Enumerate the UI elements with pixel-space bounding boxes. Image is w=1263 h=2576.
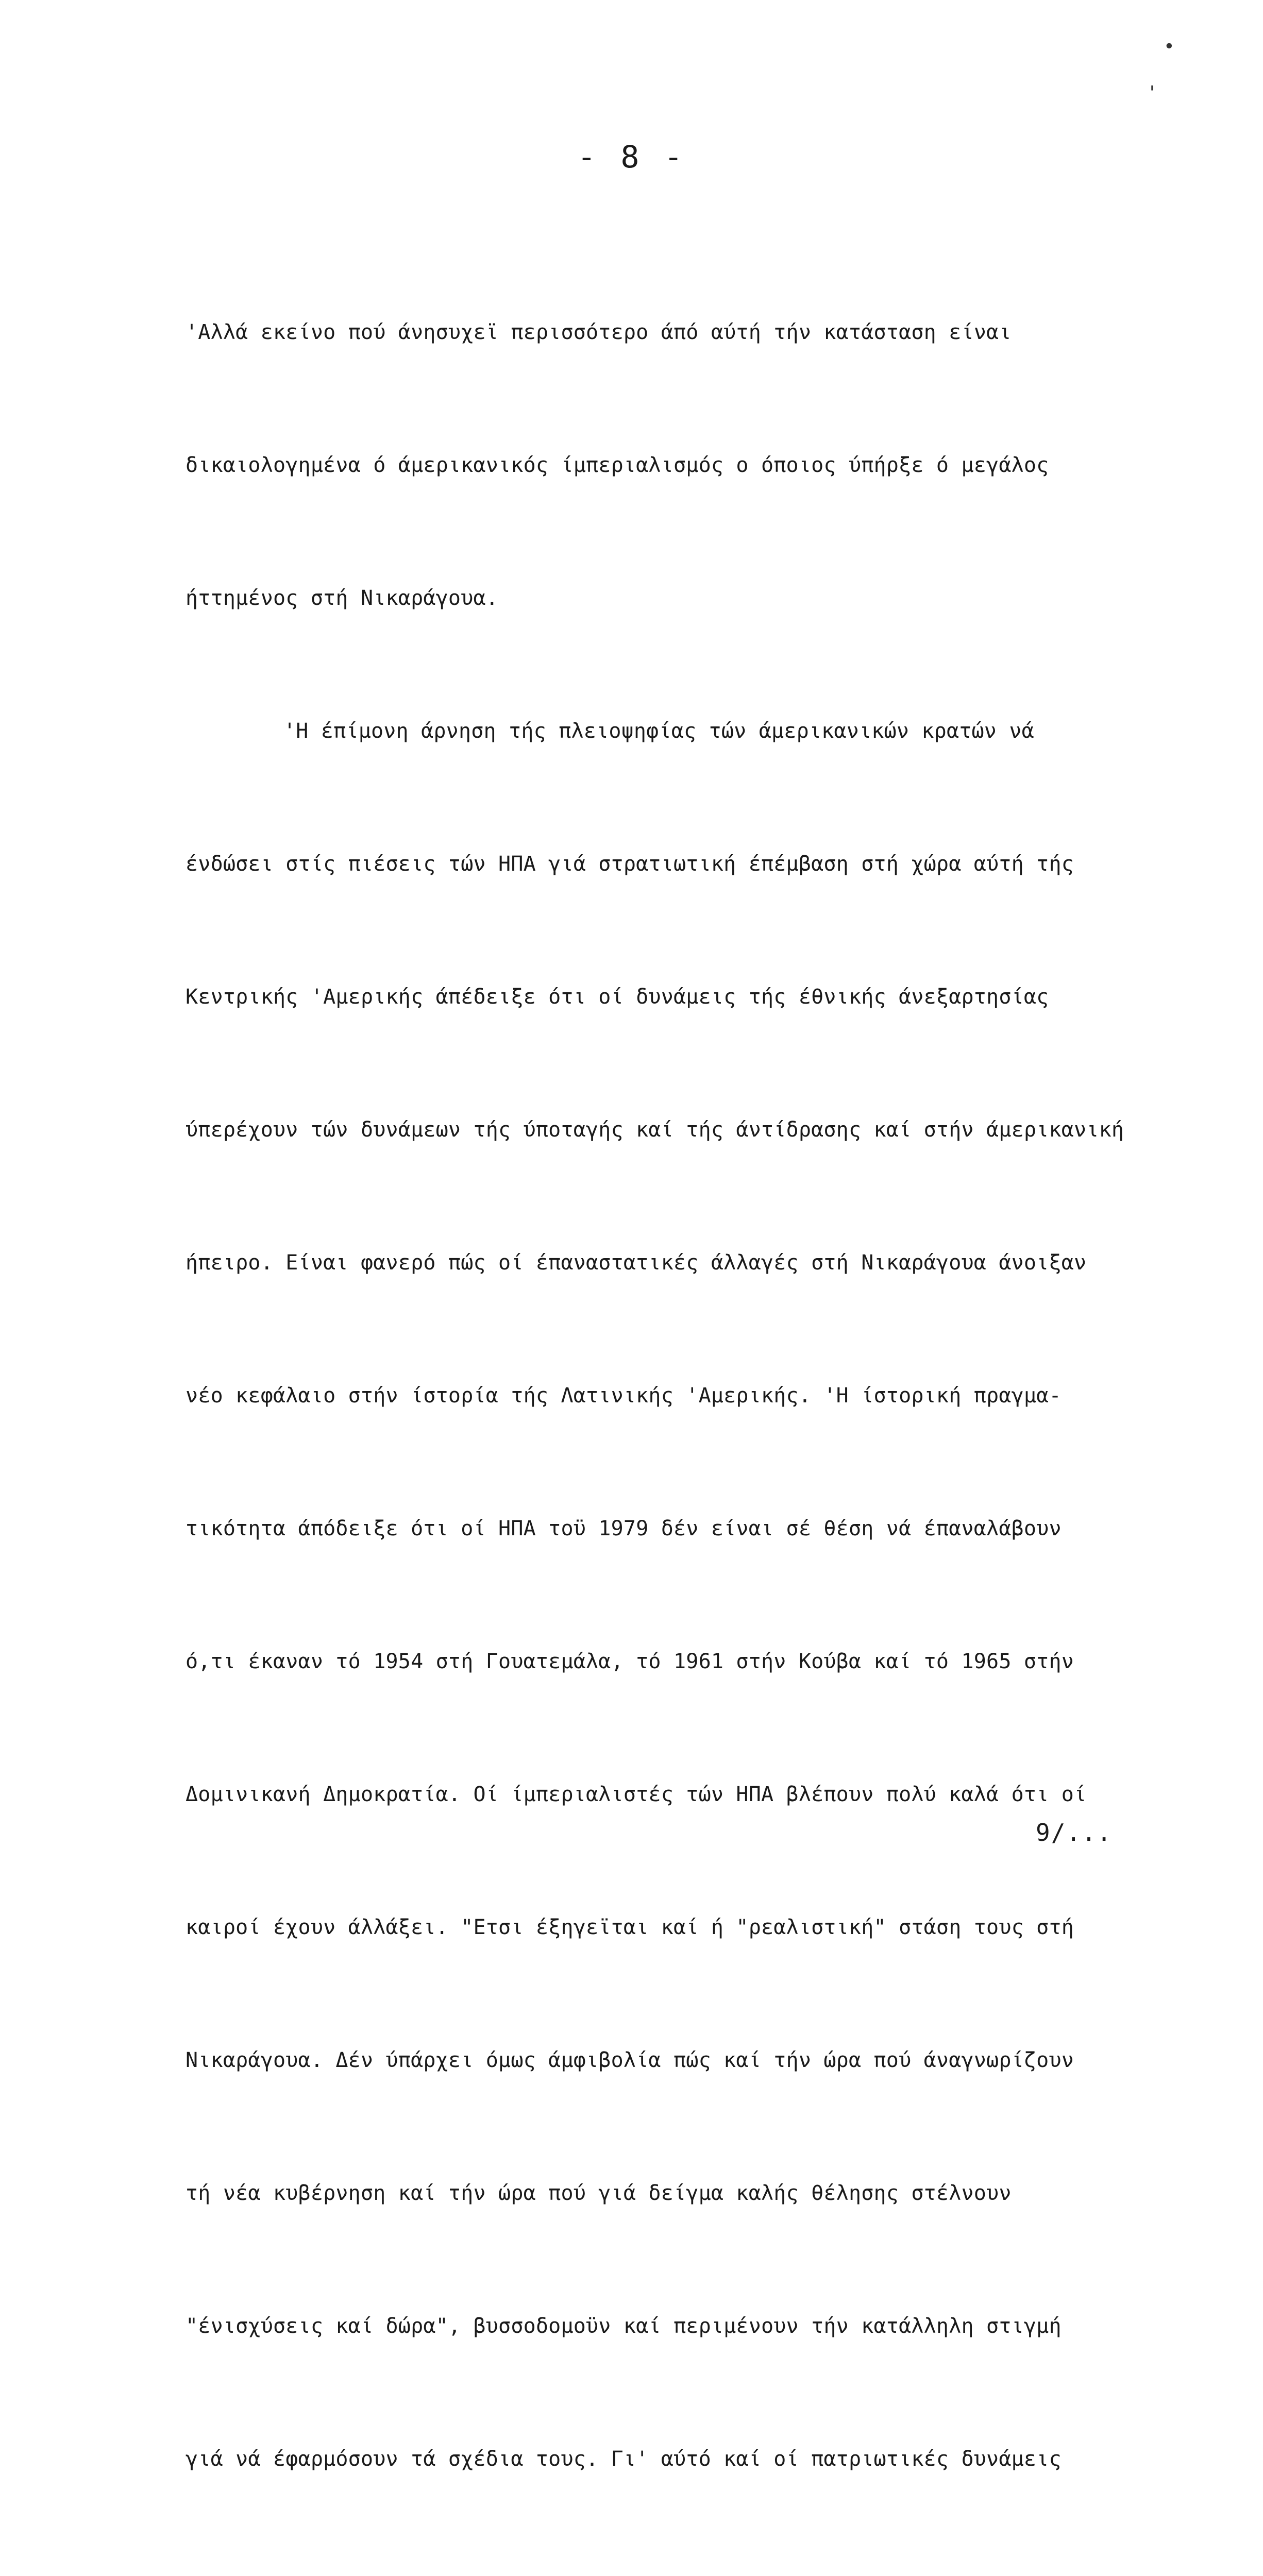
text-line: 'Η έπίμονη άρνηση τής πλειοψηφίας τών άμερικανικών κρατών νά — [283, 719, 1034, 743]
text-line — [186, 2570, 1144, 2576]
text-line: τή νέα κυβέρνηση καί τήν ώρα πού γιά δείγμα καλής θέλησης στέλνουν — [186, 2181, 1012, 2205]
text-line: 'Αλλά εκείνο πού άνησυχεϊ περισσότερο άπό αύτή τήν κατάσταση είναι — [186, 320, 1012, 344]
text-line: δικαιολογημένα ό άμερικανικός ίμπεριαλισμός ο όποιος ύπήρξε ό μεγάλος — [186, 453, 1049, 477]
continued-marker: 9/... — [1036, 1819, 1113, 1846]
text-line: "ένισχύσεις καί δώρα", βυσσοδομοϋν καί περιμένουν τήν κατάλληλη στιγμή — [186, 2314, 1062, 2338]
body-text — [186, 222, 1144, 2576]
text-line: ύπερέχουν τών δυνάμεων τής ύποταγής καί τής άντίδρασης καί στήν άμερικανική — [186, 1118, 1124, 1142]
text-line: ένδώσει στίς πιέσεις τών ΗΠΑ γιά στρατιωτική έπέμβαση στή χώρα αύτή τής — [186, 852, 1074, 876]
text-line: Κεντρικής 'Αμερικής άπέδειξε ότι οί δυνάμεις τής έθνικής άνεξαρτησίας — [186, 985, 1049, 1009]
text-line: τικότητα άπόδειξε ότι οί ΗΠΑ τοϋ 1979 δέν είναι σέ θέση νά έπαναλάβουν — [186, 1517, 1062, 1540]
text-line: Νικαράγουα. Δέν ύπάρχει όμως άμφιβολία πώς καί τήν ώρα πού άναγνωρίζουν — [186, 2048, 1074, 2072]
scan-speck: ' — [1147, 82, 1158, 104]
text-line: ήπειρο. Είναι φανερό πώς οί έπαναστατικές άλλαγές στή Νικαράγουα άνοιξαν — [186, 1251, 1087, 1275]
text-line: ό,τι έκαναν τό 1954 στή Γουατεμάλα, τό 1961 στήν Κούβα καί τό 1965 στήν — [186, 1650, 1074, 1673]
text-line: καιροί έχουν άλλάξει. "Ετσι έξηγεϊται καί ή "ρεαλιστική" στάση τους στή — [186, 1916, 1074, 1939]
text-line: ήττημένος στή Νικαράγουα. — [186, 586, 499, 610]
text-line: νέο κεφάλαιο στήν ίστορία τής Λατινικής 'Αμερικής. 'Η ίστορική πραγμα- — [186, 1384, 1062, 1408]
text-line: Δομινικανή Δημοκρατία. Οί ίμπεριαλιστές τών ΗΠΑ βλέπουν πολύ καλά ότι οί — [186, 1783, 1087, 1806]
text-line: γιά νά έφαρμόσουν τά σχέδια τους. Γι' αύτό καί οί πατριωτικές δυνάμεις — [186, 2447, 1062, 2471]
scan-speck: • — [1164, 36, 1175, 57]
page-number: - 8 - — [577, 139, 686, 175]
